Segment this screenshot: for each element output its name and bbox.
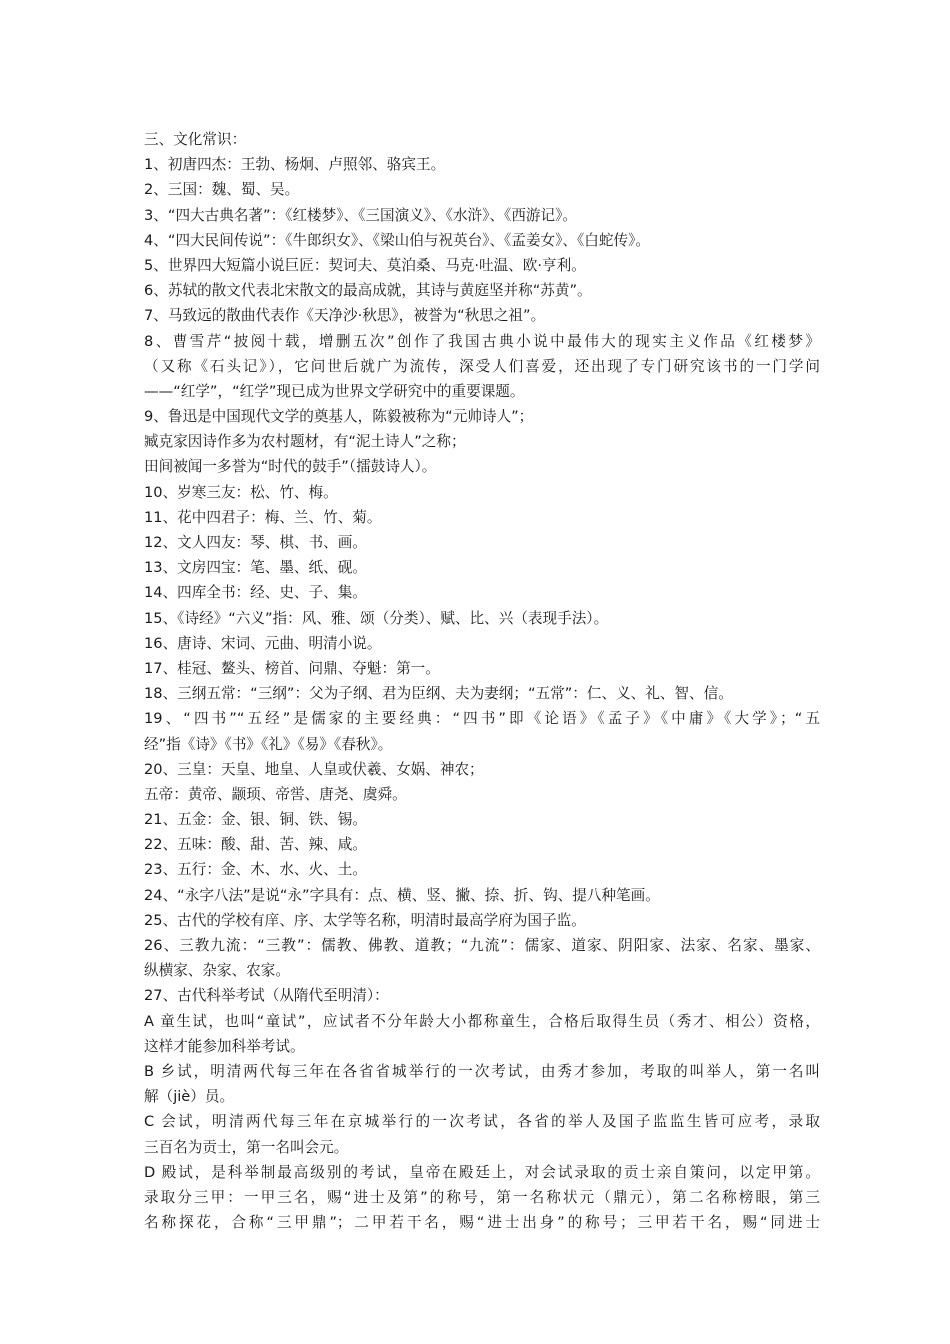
text-line: 19、“四书”“五经”是儒家的主要经典：“四书”即《论语》《孟子》《中庸》《大学》；“五 bbox=[144, 710, 820, 728]
text-line: 25、古代的学校有庠、序、太学等名称，明清时最高学府为国子监。 bbox=[144, 911, 586, 929]
text-line: 臧克家因诗作多为农村题材，有“泥土诗人”之称； bbox=[144, 433, 466, 451]
text-line: C 会试，明清两代每三年在京城举行的一次考试，各省的举人及国子监监生皆可应考，录取 bbox=[144, 1113, 820, 1131]
text-line: 3、“四大古典名著”：《红楼梦》、《三国演义》、《水浒》、《西游记》。 bbox=[144, 206, 578, 224]
text-line: 五帝：黄帝、颛顼、帝喾、唐尧、虞舜。 bbox=[144, 785, 407, 803]
text-line: 9、鲁迅是中国现代文学的奠基人，陈毅被称为“元帅诗人”； bbox=[144, 408, 534, 426]
text-line: 8、曹雪芹“披阅十载，增删五次”创作了我国古典小说中最伟大的现实主义作品《红楼梦》 bbox=[144, 332, 820, 350]
text-line: 17、桂冠、鳌头、榜首、问鼎、夺魁：第一。 bbox=[144, 659, 440, 677]
text-line: 15、《诗经》“六义”指：风、雅、颂（分类）、赋、比、兴（表现手法）。 bbox=[144, 609, 609, 627]
text-line: 10、岁寒三友：松、竹、梅。 bbox=[144, 483, 338, 501]
text-line: ——“红学”，“红学”现已成为世界文学研究中的重要课题。 bbox=[144, 382, 525, 400]
text-line: 田间被闻一多誉为“时代的鼓手”（擂鼓诗人）。 bbox=[144, 458, 437, 476]
text-line: 18、三纲五常：“三纲”：父为子纲、君为臣纲、夫为妻纲；“五常”：仁、义、礼、智、信。 bbox=[144, 685, 733, 703]
text-line: 纵横家、杂家、农家。 bbox=[144, 962, 290, 980]
text-line: 2、三国：魏、蜀、吴。 bbox=[144, 181, 300, 199]
text-line: 1、初唐四杰：王勃、杨炯、卢照邻、骆宾王。 bbox=[144, 156, 446, 174]
text-line: 16、唐诗、宋词、元曲、明清小说。 bbox=[144, 634, 382, 652]
text-line: 三百名为贡士，第一名叫会元。 bbox=[144, 1138, 349, 1156]
text-line: 11、花中四君子：梅、兰、竹、菊。 bbox=[144, 508, 382, 526]
document-body bbox=[144, 127, 820, 1235]
text-line: 解（jiè）员。 bbox=[144, 1088, 235, 1106]
text-line: 经”指《诗》《书》《礼》《易》《春秋》。 bbox=[144, 735, 393, 753]
text-line: 20、三皇：天皇、地皇、人皇或伏羲、女娲、神农； bbox=[144, 760, 484, 778]
text-line: D 殿试，是科举制最高级别的考试，皇帝在殿廷上，对会试录取的贡士亲自策问，以定甲第。 bbox=[144, 1163, 820, 1181]
text-line: 24、“永字八法”是说“永”字具有：点、横、竖、撇、捺、折、钩、提八种笔画。 bbox=[144, 886, 660, 904]
text-line: 三、文化常识： bbox=[144, 131, 247, 148]
text-line: 这样才能参加科举考试。 bbox=[144, 1037, 305, 1055]
text-line: 录取分三甲：一甲三名，赐“进士及第”的称号，第一名称状元（鼎元），第二名称榜眼，第三 bbox=[144, 1188, 820, 1206]
text-line: （又称《石头记》），它问世后就广为流传，深受人们喜爱，还出现了专门研究该书的一门学问 bbox=[144, 357, 820, 375]
text-line: 5、世界四大短篇小说巨匠：契诃夫、莫泊桑、马克·吐温、欧·亨利。 bbox=[144, 256, 586, 274]
text-line: 7、马致远的散曲代表作《天净沙·秋思》，被誉为“秋思之祖”。 bbox=[144, 307, 546, 325]
text-line: 14、四库全书：经、史、子、集。 bbox=[144, 584, 367, 602]
text-line: A 童生试，也叫“童试”，应试者不分年龄大小都称童生，合格后取得生员（秀才、相公）资格， bbox=[144, 1012, 820, 1030]
text-line: 名称探花，合称“三甲鼎”；二甲若干名，赐“进士出身”的称号；三甲若干名，赐“同进士 bbox=[144, 1214, 820, 1232]
text-line: 23、五行：金、木、水、火、土。 bbox=[144, 861, 367, 879]
text-line: B 乡试，明清两代每三年在各省省城举行的一次考试，由秀才参加，考取的叫举人，第一名叫 bbox=[144, 1062, 820, 1080]
text-line: 21、五金：金、银、铜、铁、锡。 bbox=[144, 811, 367, 829]
text-line: 13、文房四宝：笔、墨、纸、砚。 bbox=[144, 559, 367, 577]
text-line: 22、五味：酸、甜、苦、辣、咸。 bbox=[144, 836, 367, 854]
text-line: 4、“四大民间传说”：《牛郎织女》、《梁山伯与祝英台》、《孟姜女》、《白蛇传》。 bbox=[144, 231, 650, 249]
text-line: 12、文人四友：琴、棋、书、画。 bbox=[144, 534, 367, 551]
text-line: 27、古代科举考试（从隋代至明清）： bbox=[144, 987, 389, 1005]
text-line: 26、三教九流：“三教”：儒教、佛教、道教；“九流”：儒家、道家、阴阳家、法家、名家、墨家、 bbox=[144, 937, 820, 954]
text-line: 6、苏轼的散文代表北宋散文的最高成就，其诗与黄庭坚并称“苏黄”。 bbox=[144, 282, 592, 300]
